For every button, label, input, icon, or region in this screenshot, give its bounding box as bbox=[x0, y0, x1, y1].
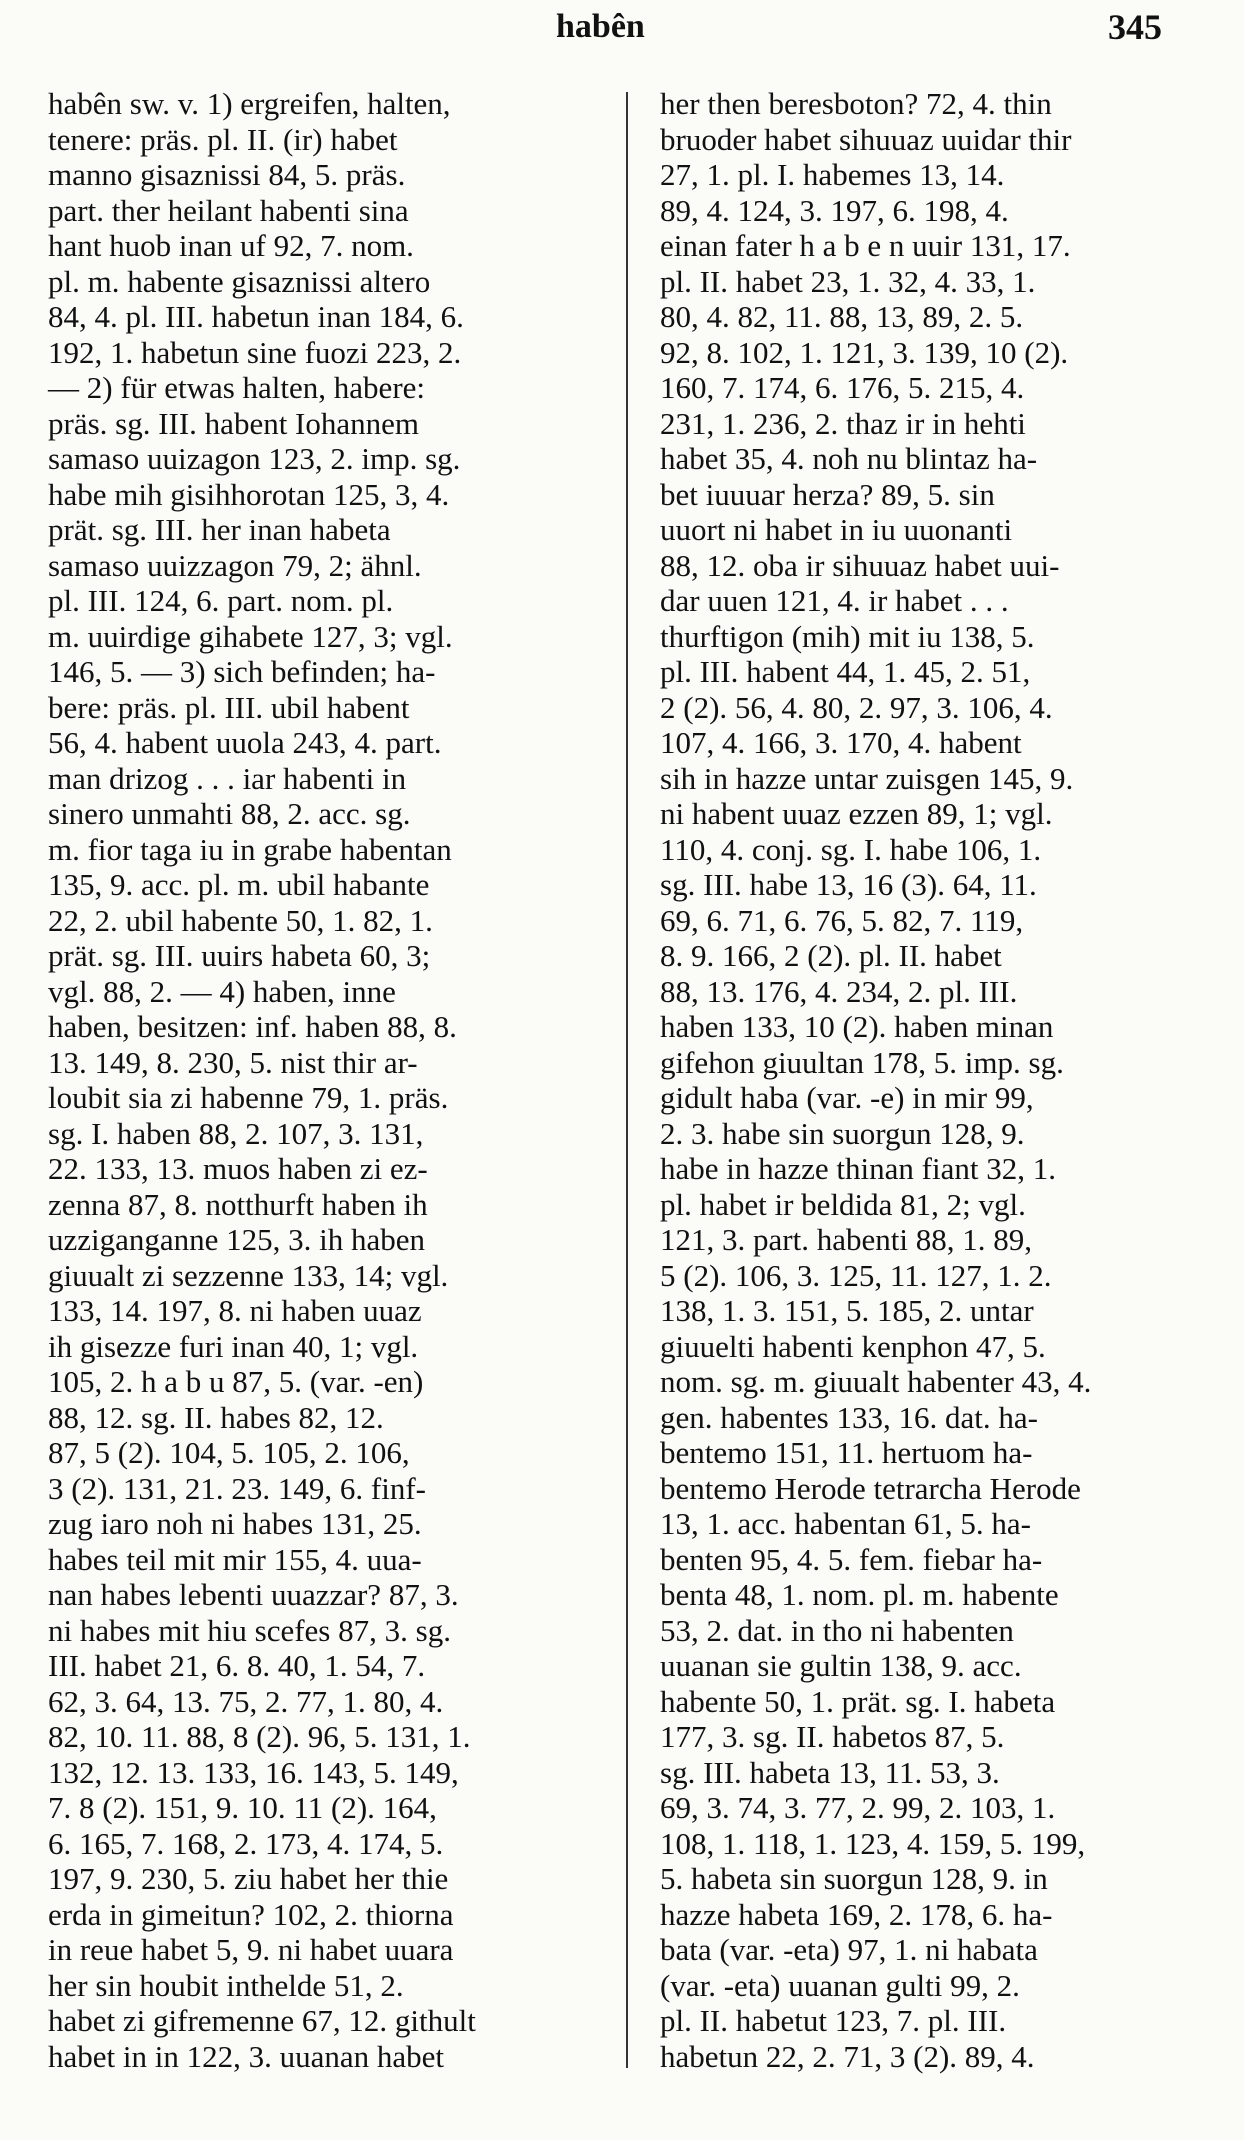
text-line: bruoder habet sihuuaz uuidar thir bbox=[660, 121, 1072, 157]
text-line: 108, 1. 118, 1. 123, 4. 159, 5. 199, bbox=[660, 1825, 1086, 1861]
text-line: benta 48, 1. nom. pl. m. habente bbox=[660, 1577, 1059, 1612]
text-line: 5 (2). 106, 3. 125, 11. 127, 1. 2. bbox=[660, 1257, 1052, 1293]
text-line: pl. II. habet 23, 1. 32, 4. 33, 1. bbox=[660, 263, 1036, 299]
text-line: giuualt zi sezzenne 133, 14; vgl. bbox=[48, 1257, 449, 1293]
text-line: habet 35, 4. noh nu blintaz ha- bbox=[660, 441, 1038, 476]
text-line: 53, 2. dat. in tho ni habenten bbox=[660, 1612, 1014, 1648]
text-line: 88, 12. sg. II. habes 82, 12. bbox=[48, 1399, 384, 1435]
text-line: samaso uuizzagon 79, 2; ähnl. bbox=[48, 547, 422, 583]
text-line: habe in hazze thinan fiant 32, 1. bbox=[660, 1151, 1056, 1186]
text-line: giuuelti habenti kenphon 47, 5. bbox=[660, 1328, 1046, 1364]
text-line: einan fater h a b e n uuir 131, 17. bbox=[660, 228, 1071, 263]
right-column bbox=[660, 86, 1180, 2074]
text-line: 146, 5. — 3) sich befinden; ha- bbox=[48, 654, 436, 689]
text-line: pl. II. habetut 123, 7. pl. III. bbox=[660, 2003, 1007, 2038]
text-line: habet in in 122, 3. uuanan habet bbox=[48, 2038, 445, 2074]
text-line: dar uuen 121, 4. ir habet . . . bbox=[660, 583, 1009, 618]
text-line: sg. I. haben 88, 2. 107, 3. 131, bbox=[48, 1115, 424, 1151]
text-line: bet iuuuar herza? 89, 5. sin bbox=[660, 476, 995, 512]
text-line: 110, 4. conj. sg. I. habe 106, 1. bbox=[660, 831, 1042, 867]
text-line: 27, 1. pl. I. habemes 13, 14. bbox=[660, 157, 1005, 192]
text-line: her then beresboton? 72, 4. thin bbox=[660, 86, 1052, 121]
text-line: samaso uuizagon 123, 2. imp. sg. bbox=[48, 441, 461, 476]
text-line: 133, 14. 197, 8. ni haben uuaz bbox=[48, 1293, 422, 1328]
text-line: 7. 8 (2). 151, 9. 10. 11 (2). 164, bbox=[48, 1790, 437, 1825]
text-line: 56, 4. habent uuola 243, 4. part. bbox=[48, 725, 442, 760]
text-line: hazze habeta 169, 2. 178, 6. ha- bbox=[660, 1896, 1053, 1932]
text-line: habetun 22, 2. 71, 3 (2). 89, 4. bbox=[660, 2038, 1035, 2074]
text-line: präs. sg. III. habent Iohannem bbox=[48, 405, 420, 441]
text-line: ni habent uuaz ezzen 89, 1; vgl. bbox=[660, 796, 1053, 831]
text-line: III. habet 21, 6. 8. 40, 1. 54, 7. bbox=[48, 1648, 426, 1683]
text-line: gen. habentes 133, 16. dat. ha- bbox=[660, 1399, 1038, 1435]
page-header bbox=[0, 4, 1244, 50]
text-line: prät. sg. III. uuirs habeta 60, 3; bbox=[48, 938, 431, 973]
text-line: ni habes mit hiu scefes 87, 3. sg. bbox=[48, 1612, 451, 1648]
text-line: zenna 87, 8. notthurft haben ih bbox=[48, 1186, 428, 1222]
text-line: gidult haba (var. -e) in mir 99, bbox=[660, 1080, 1034, 1115]
text-line: tenere: präs. pl. II. (ir) habet bbox=[48, 121, 398, 157]
text-line: m. fior taga iu in grabe habentan bbox=[48, 831, 452, 867]
text-line: 13. 149, 8. 230, 5. nist thir ar- bbox=[48, 1044, 418, 1080]
text-line: 132, 12. 13. 133, 16. 143, 5. 149, bbox=[48, 1754, 459, 1790]
text-line: 2 (2). 56, 4. 80, 2. 97, 3. 106, 4. bbox=[660, 689, 1053, 725]
text-line: bere: präs. pl. III. ubil habent bbox=[48, 689, 410, 725]
text-line: 62, 3. 64, 13. 75, 2. 77, 1. 80, 4. bbox=[48, 1683, 444, 1719]
text-line: uzziganganne 125, 3. ih haben bbox=[48, 1222, 426, 1257]
text-line: 80, 4. 82, 11. 88, 13, 89, 2. 5. bbox=[660, 299, 1024, 334]
text-line: ih gisezze furi inan 40, 1; vgl. bbox=[48, 1328, 419, 1364]
text-line: 231, 1. 236, 2. thaz ir in hehti bbox=[660, 405, 1026, 441]
text-line: 121, 3. part. habenti 88, 1. 89, bbox=[660, 1222, 1032, 1257]
text-line: haben 133, 10 (2). haben minan bbox=[660, 1009, 1054, 1044]
text-line: habên sw. v. 1) ergreifen, halten, bbox=[48, 86, 451, 121]
text-line: pl. habet ir beldida 81, 2; vgl. bbox=[660, 1186, 1026, 1222]
text-line: erda in gimeitun? 102, 2. thiorna bbox=[48, 1896, 454, 1932]
text-line: habes teil mit mir 155, 4. uua- bbox=[48, 1541, 422, 1577]
text-line: sg. III. habe 13, 16 (3). 64, 11. bbox=[660, 867, 1037, 902]
text-line: 88, 12. oba ir sihuuaz habet uui- bbox=[660, 547, 1060, 583]
text-line: gifehon giuultan 178, 5. imp. sg. bbox=[660, 1044, 1064, 1080]
text-line: part. ther heilant habenti sina bbox=[48, 192, 409, 228]
text-line: 177, 3. sg. II. habetos 87, 5. bbox=[660, 1719, 1005, 1754]
text-line: 92, 8. 102, 1. 121, 3. 139, 10 (2). bbox=[660, 334, 1069, 370]
text-line: vgl. 88, 2. — 4) haben, inne bbox=[48, 973, 396, 1009]
text-line: 87, 5 (2). 104, 5. 105, 2. 106, bbox=[48, 1435, 410, 1470]
text-line: thurftigon (mih) mit iu 138, 5. bbox=[660, 618, 1035, 654]
text-line: m. uuirdige gihabete 127, 3; vgl. bbox=[48, 618, 453, 654]
text-line: 5. habeta sin suorgun 128, 9. in bbox=[660, 1861, 1048, 1896]
text-line: her sin houbit inthelde 51, 2. bbox=[48, 1967, 404, 2003]
text-line: prät. sg. III. her inan habeta bbox=[48, 512, 391, 547]
text-line: sinero unmahti 88, 2. acc. sg. bbox=[48, 796, 411, 831]
text-line: 197, 9. 230, 5. ziu habet her thie bbox=[48, 1861, 449, 1896]
text-line: in reue habet 5, 9. ni habet uuara bbox=[48, 1932, 454, 1967]
text-line: (var. -eta) uuanan gulti 99, 2. bbox=[660, 1967, 1020, 2003]
text-line: man drizog . . . iar habenti in bbox=[48, 760, 407, 796]
text-line: 22, 2. ubil habente 50, 1. 82, 1. bbox=[48, 902, 433, 938]
text-line: 6. 165, 7. 168, 2. 173, 4. 174, 5. bbox=[48, 1825, 444, 1861]
text-line: 69, 3. 74, 3. 77, 2. 99, 2. 103, 1. bbox=[660, 1790, 1056, 1825]
text-line: benten 95, 4. 5. fem. fiebar ha- bbox=[660, 1541, 1043, 1577]
text-line: habe mih gisihhorotan 125, 3, 4. bbox=[48, 476, 450, 512]
text-line: 8. 9. 166, 2 (2). pl. II. habet bbox=[660, 938, 1002, 973]
text-line: uuanan sie gultin 138, 9. acc. bbox=[660, 1648, 1022, 1683]
text-line: 105, 2. h a b u 87, 5. (var. -en) bbox=[48, 1364, 424, 1399]
text-line: 3 (2). 131, 21. 23. 149, 6. finf- bbox=[48, 1470, 426, 1506]
text-line: pl. III. 124, 6. part. nom. pl. bbox=[48, 583, 394, 618]
text-line: 69, 6. 71, 6. 76, 5. 82, 7. 119, bbox=[660, 902, 1024, 938]
text-line: 84, 4. pl. III. habetun inan 184, 6. bbox=[48, 299, 464, 334]
text-line: 138, 1. 3. 151, 5. 185, 2. untar bbox=[660, 1293, 1034, 1328]
text-line: 89, 4. 124, 3. 197, 6. 198, 4. bbox=[660, 192, 1009, 228]
text-line: sg. III. habeta 13, 11. 53, 3. bbox=[660, 1754, 1000, 1790]
text-line: habente 50, 1. prät. sg. I. habeta bbox=[660, 1683, 1056, 1719]
text-line: nan habes lebenti uuazzar? 87, 3. bbox=[48, 1577, 459, 1612]
text-line: haben, besitzen: inf. haben 88, 8. bbox=[48, 1009, 457, 1044]
text-line: nom. sg. m. giuualt habenter 43, 4. bbox=[660, 1364, 1092, 1399]
text-line: 2. 3. habe sin suorgun 128, 9. bbox=[660, 1115, 1025, 1151]
text-line: manno gisaznissi 84, 5. präs. bbox=[48, 157, 406, 192]
text-line: sih in hazze untar zuisgen 145, 9. bbox=[660, 760, 1074, 796]
text-line: zug iaro noh ni habes 131, 25. bbox=[48, 1506, 422, 1541]
text-line: hant huob inan uf 92, 7. nom. bbox=[48, 228, 414, 263]
text-line: — 2) für etwas halten, habere: bbox=[48, 370, 426, 405]
text-line: pl. m. habente gisaznissi altero bbox=[48, 263, 431, 299]
text-line: habet zi gifremenne 67, 12. githult bbox=[48, 2003, 476, 2038]
text-line: bata (var. -eta) 97, 1. ni habata bbox=[660, 1932, 1038, 1967]
text-line: bentemo 151, 11. hertuom ha- bbox=[660, 1435, 1033, 1470]
text-line: 135, 9. acc. pl. m. ubil habante bbox=[48, 867, 430, 902]
column-divider bbox=[626, 92, 628, 2068]
text-line: pl. III. habent 44, 1. 45, 2. 51, bbox=[660, 654, 1031, 689]
text-line: loubit sia zi habenne 79, 1. präs. bbox=[48, 1080, 449, 1115]
running-head: habên bbox=[556, 8, 645, 45]
text-line: 192, 1. habetun sine fuozi 223, 2. bbox=[48, 334, 462, 370]
text-line: 13, 1. acc. habentan 61, 5. ha- bbox=[660, 1506, 1032, 1541]
text-line: 88, 13. 176, 4. 234, 2. pl. III. bbox=[660, 973, 1018, 1009]
text-line: uuort ni habet in iu uuonanti bbox=[660, 512, 1013, 547]
text-line: 22. 133, 13. muos haben zi ez- bbox=[48, 1151, 428, 1186]
text-line: 160, 7. 174, 6. 176, 5. 215, 4. bbox=[660, 370, 1025, 405]
page-number: 345 bbox=[1108, 7, 1162, 47]
text-line: 107, 4. 166, 3. 170, 4. habent bbox=[660, 725, 1022, 760]
text-line: bentemo Herode tetrarcha Herode bbox=[660, 1470, 1081, 1506]
text-line: 82, 10. 11. 88, 8 (2). 96, 5. 131, 1. bbox=[48, 1719, 471, 1754]
left-column bbox=[48, 86, 594, 2074]
